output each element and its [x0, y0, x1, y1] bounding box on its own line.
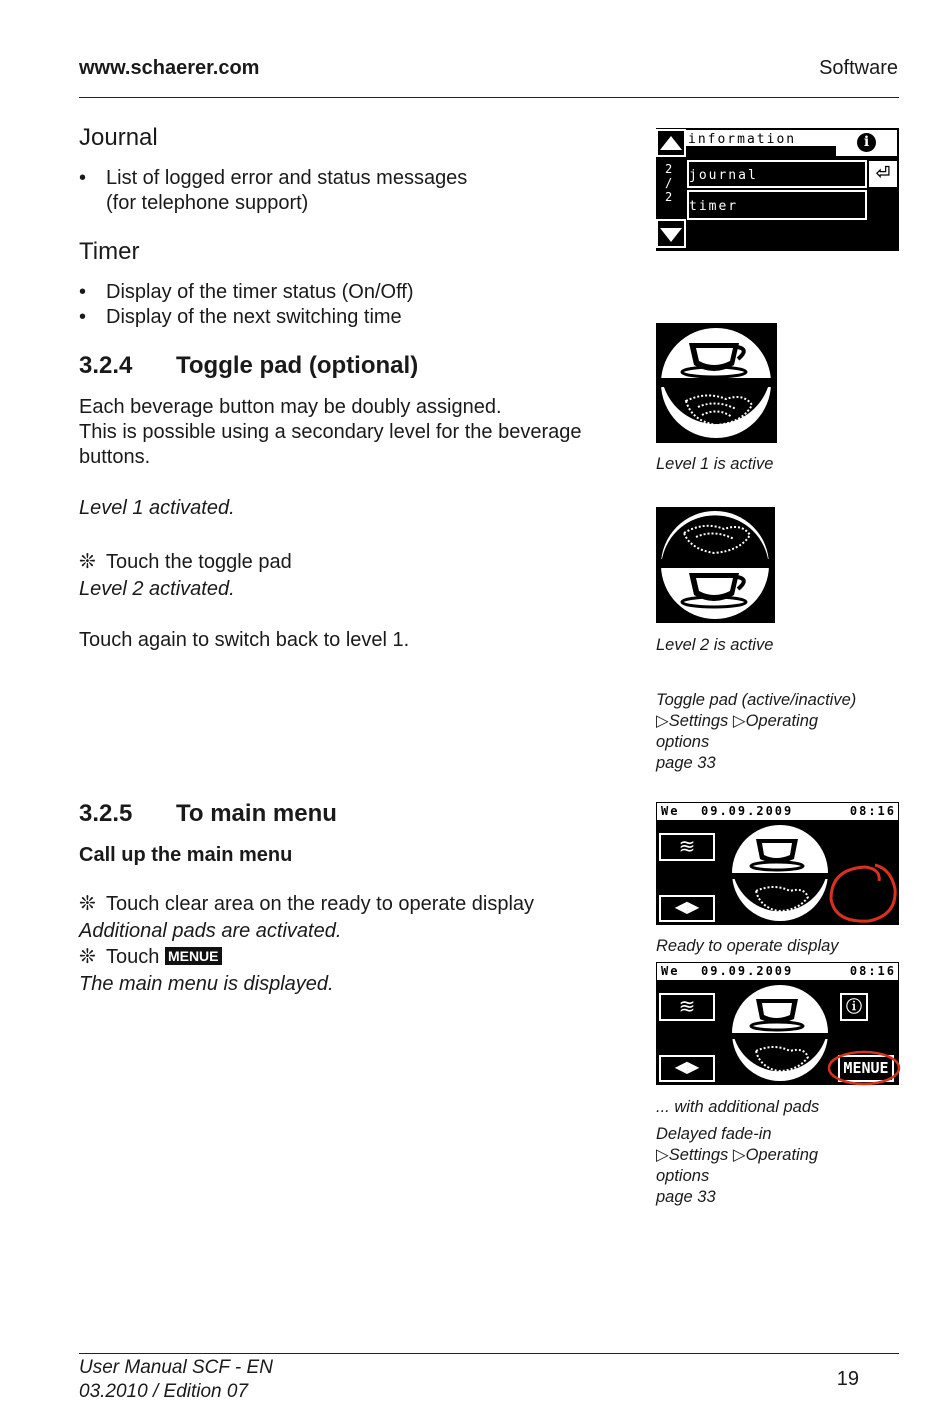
toggle-ref-page[interactable]: page 33: [656, 754, 716, 772]
menue-button-inline[interactable]: MENUE: [165, 947, 222, 965]
toggle-para-line-1: Each beverage button may be doubly assigned.: [79, 396, 502, 418]
step-marker-icon: ❊: [79, 946, 96, 968]
toggle-pad-level1[interactable]: [656, 323, 777, 443]
toggle-pad-small-icon[interactable]: ◀▶: [659, 895, 715, 922]
toggle-ref-line-1: Toggle pad (active/inactive): [656, 691, 857, 709]
step-marker-icon: ❊: [79, 893, 96, 915]
mainmenu-ref-line-2[interactable]: ▷Settings ▷Operating: [656, 1146, 819, 1164]
clear-area-highlight: [825, 859, 901, 929]
footer-manual: [79, 1356, 273, 1404]
mainmenu-subheading: Call up the main menu: [79, 844, 293, 866]
info-icon[interactable]: ⓘ: [840, 993, 868, 1021]
ready-display-caption: Ready to operate display: [656, 937, 839, 955]
toggle-section-number: 3.2.4: [79, 352, 133, 379]
toggle-para-line-2: This is possible using a secondary level for the beverage: [79, 421, 582, 443]
timer-bullet-1: Display of the timer status (On/Off): [106, 281, 414, 303]
mainmenu-result1: Additional pads are activated.: [79, 920, 342, 942]
menue-highlight: [827, 1049, 901, 1087]
toggle-pad-small-icon[interactable]: ◀▶: [659, 1055, 715, 1082]
display-time: 08:16: [849, 964, 896, 978]
level1-caption: Level 1 is active: [656, 455, 774, 473]
ready-display-statusbar: [657, 803, 898, 820]
additional-display-statusbar: [657, 963, 898, 980]
header-section: Software: [819, 57, 898, 79]
mainmenu-ref-line-3: options: [656, 1167, 710, 1185]
mainmenu-step1: [79, 892, 534, 917]
mainmenu-section-number: 3.2.5: [79, 800, 133, 827]
toggle-step: [79, 550, 292, 575]
toggle-paragraph: [79, 395, 639, 470]
footer-title: User Manual SCF - EN: [79, 1357, 273, 1378]
header-website: www.schaerer.com: [79, 57, 260, 79]
toggle-ref-line-3: options: [656, 733, 710, 751]
display-time: 08:16: [849, 804, 896, 818]
display-day: We: [661, 964, 680, 978]
footer-edition: 03.2010 / Edition 07: [79, 1381, 249, 1402]
timer-bullet-2: Display of the next switching time: [106, 306, 402, 328]
menu-item-journal[interactable]: journal: [689, 168, 758, 183]
ready-display[interactable]: [656, 802, 899, 925]
scroll-up-icon[interactable]: [657, 132, 685, 156]
mainmenu-step2: [79, 945, 222, 970]
information-screen: [656, 128, 899, 251]
level2-activated: Level 2 activated.: [79, 578, 235, 600]
toggle-reference: [656, 690, 856, 774]
information-screen-title: information: [688, 132, 797, 147]
toggle-section-title: Toggle pad (optional): [176, 352, 419, 379]
journal-heading: Journal: [79, 124, 158, 151]
journal-bullet-1: List of logged error and status messages: [106, 167, 468, 189]
footer-rule: [79, 1353, 899, 1354]
display-date: 09.09.2009: [701, 804, 794, 818]
mainmenu-ref-line-1: Delayed fade-in: [656, 1125, 772, 1143]
display-day: We: [661, 804, 680, 818]
journal-bullets: • List of logged error and status messages (for telephone support): [79, 167, 468, 214]
beverage-pad-icon[interactable]: [732, 981, 828, 1085]
mainmenu-result2: The main menu is displayed.: [79, 973, 334, 995]
cup-and-beans-icon: [656, 323, 777, 443]
mainmenu-ref-page[interactable]: page 33: [656, 1188, 716, 1206]
page-indicator: 2 / 2: [665, 162, 673, 204]
steam-pad-icon[interactable]: ≋: [659, 833, 715, 861]
timer-heading: Timer: [79, 238, 140, 265]
toggle-ref-line-2[interactable]: ▷Settings ▷Operating: [656, 712, 819, 730]
menue-button[interactable]: MENUE: [838, 1055, 894, 1082]
mainmenu-reference: [656, 1124, 818, 1208]
level2-caption: Level 2 is active: [656, 636, 774, 654]
steam-pad-icon[interactable]: ≋: [659, 993, 715, 1021]
step-marker-icon: ❊: [79, 551, 96, 573]
additional-pads-caption: ... with additional pads: [656, 1098, 820, 1116]
additional-pads-display[interactable]: [656, 962, 899, 1085]
header-rule: [79, 97, 899, 98]
timer-bullets: • Display of the timer status (On/Off) • Display of the next switching time: [79, 281, 414, 328]
scroll-down-icon[interactable]: [657, 222, 685, 246]
mainmenu-step2-text: Touch: [106, 946, 160, 968]
toggle-again: Touch again to switch back to level 1.: [79, 629, 410, 651]
display-date: 09.09.2009: [701, 964, 794, 978]
page-number: 19: [836, 1368, 859, 1390]
mainmenu-section-title: To main menu: [176, 800, 337, 827]
toggle-para-line-3: buttons.: [79, 446, 151, 468]
info-icon[interactable]: i: [857, 133, 876, 152]
level1-activated: Level 1 activated.: [79, 497, 235, 519]
beans-and-cup-icon: [656, 507, 775, 623]
mainmenu-step1-text: Touch clear area on the ready to operate display: [106, 893, 535, 915]
toggle-step-text: Touch the toggle pad: [106, 551, 292, 573]
journal-bullet-1-cont: (for telephone support): [106, 192, 309, 214]
menu-item-timer[interactable]: timer: [689, 199, 739, 214]
back-enter-icon[interactable]: ⏎: [875, 163, 891, 184]
toggle-pad-level2[interactable]: [656, 507, 775, 623]
beverage-pad-icon[interactable]: [732, 821, 828, 925]
